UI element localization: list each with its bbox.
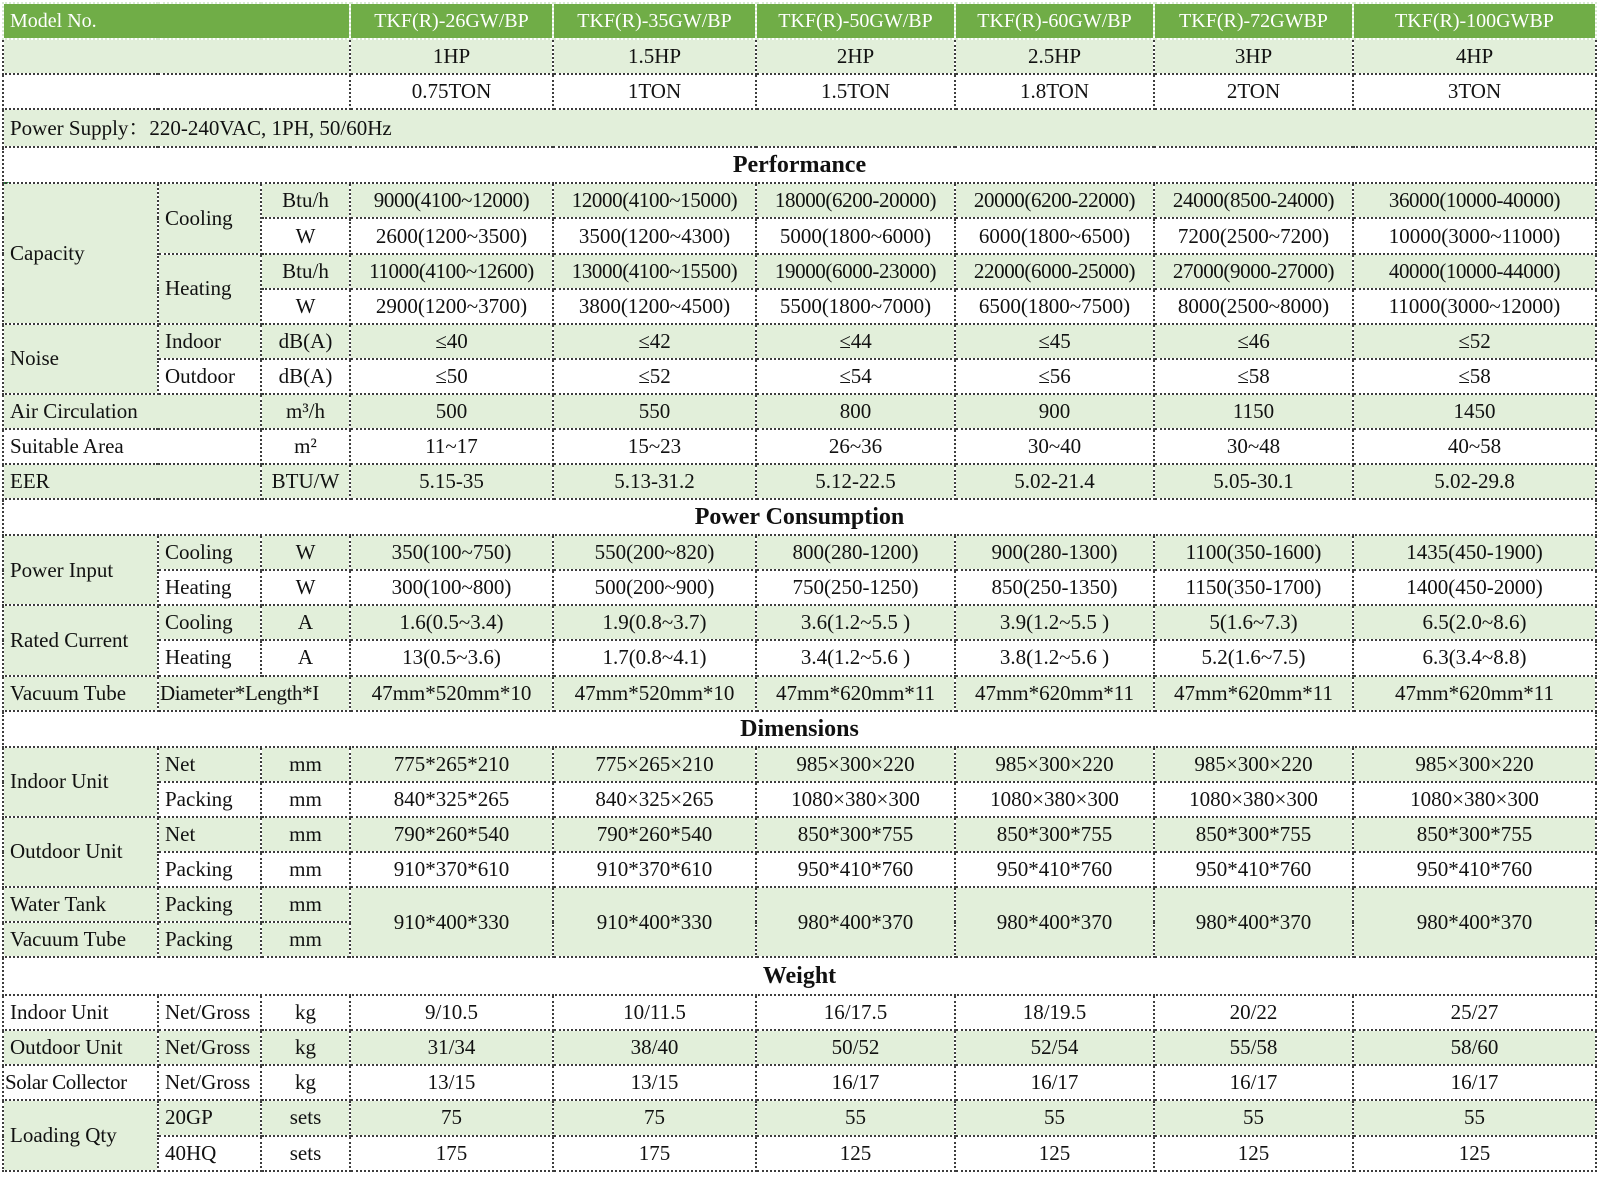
- value-cell: 910*400*330: [350, 887, 553, 957]
- value-cell: 24000(8500-24000): [1154, 183, 1353, 218]
- vacuum-tube-label: Vacuum Tube: [3, 676, 158, 711]
- outdoor-label: Outdoor: [158, 359, 261, 394]
- unit-cell: kg: [261, 1065, 350, 1100]
- value-cell: 12000(4100~15000): [553, 183, 756, 218]
- loading-qty-label: Loading Qty: [3, 1100, 158, 1171]
- ton-value: 3TON: [1353, 74, 1596, 109]
- value-cell: ≤56: [955, 359, 1154, 394]
- section-title: Performance: [3, 147, 1596, 183]
- value-cell: ≤44: [756, 324, 955, 359]
- eer-row: [3, 464, 1596, 499]
- value-cell: 1.6(0.5~3.4): [350, 605, 553, 640]
- value-cell: 775*265*210: [350, 747, 553, 782]
- unit-cell: mm: [261, 922, 350, 957]
- value-cell: 1080×380×300: [1353, 782, 1596, 817]
- value-cell: 500(200~900): [553, 570, 756, 605]
- cooling-label: Cooling: [158, 605, 261, 640]
- value-cell: 18/19.5: [955, 995, 1154, 1030]
- value-cell: 5.05-30.1: [1154, 464, 1353, 499]
- section-dimensions: [3, 711, 1596, 747]
- value-cell: 910*370*610: [350, 852, 553, 887]
- value-cell: 8000(2500~8000): [1154, 289, 1353, 324]
- value-cell: 900: [955, 394, 1154, 429]
- value-cell: 500: [350, 394, 553, 429]
- value-cell: 25/27: [1353, 995, 1596, 1030]
- value-cell: 47mm*620mm*11: [1154, 676, 1353, 711]
- value-cell: 30~48: [1154, 429, 1353, 464]
- model-name: TKF(R)-100GWBP: [1353, 3, 1596, 39]
- value-cell: 850(250-1350): [955, 570, 1154, 605]
- indoor-unit-label: Indoor Unit: [3, 747, 158, 817]
- value-cell: 6500(1800~7500): [955, 289, 1154, 324]
- unit-cell: mm: [261, 887, 350, 922]
- value-cell: 38/40: [553, 1030, 756, 1065]
- value-cell: ≤58: [1353, 359, 1596, 394]
- value-cell: 16/17: [756, 1065, 955, 1100]
- value-cell: 985×300×220: [756, 747, 955, 782]
- value-cell: 11~17: [350, 429, 553, 464]
- value-cell: 27000(9000-27000): [1154, 254, 1353, 289]
- air-circulation-label: Air Circulation: [3, 394, 261, 429]
- solar-collector-label: Solar Collector: [3, 1065, 158, 1100]
- value-cell: 950*410*760: [955, 852, 1154, 887]
- value-cell: 75: [553, 1100, 756, 1135]
- container-40hq-label: 40HQ: [158, 1136, 261, 1171]
- weight-indoor-row: [3, 995, 1596, 1030]
- value-cell: 47mm*520mm*10: [553, 676, 756, 711]
- value-cell: 300(100~800): [350, 570, 553, 605]
- value-cell: 55: [756, 1100, 955, 1135]
- value-cell: 22000(6000-25000): [955, 254, 1154, 289]
- value-cell: 18000(6200-20000): [756, 183, 955, 218]
- indoor-net-row: [3, 747, 1596, 782]
- unit-cell: W: [261, 218, 350, 253]
- value-cell: 1450: [1353, 394, 1596, 429]
- value-cell: 1.7(0.8~4.1): [553, 640, 756, 675]
- value-cell: 980*400*370: [756, 887, 955, 957]
- packing-label: Packing: [158, 782, 261, 817]
- suitable-area-label: Suitable Area: [3, 429, 261, 464]
- value-cell: 5.2(1.6~7.5): [1154, 640, 1353, 675]
- value-cell: 20/22: [1154, 995, 1353, 1030]
- unit-cell: mm: [261, 817, 350, 852]
- unit-cell: m³/h: [261, 394, 350, 429]
- ton-value: 2TON: [1154, 74, 1353, 109]
- value-cell: 125: [955, 1136, 1154, 1171]
- model-name: TKF(R)-72GWBP: [1154, 3, 1353, 39]
- air-circulation-row: [3, 394, 1596, 429]
- unit-cell: mm: [261, 782, 350, 817]
- value-cell: 125: [1154, 1136, 1353, 1171]
- value-cell: 3500(1200~4300): [553, 218, 756, 253]
- value-cell: 3.6(1.2~5.5 ): [756, 605, 955, 640]
- power-input-label: Power Input: [3, 535, 158, 605]
- value-cell: 1150(350-1700): [1154, 570, 1353, 605]
- value-cell: 55/58: [1154, 1030, 1353, 1065]
- value-cell: 20000(6200-22000): [955, 183, 1154, 218]
- value-cell: 910*400*330: [553, 887, 756, 957]
- unit-cell: A: [261, 640, 350, 675]
- value-cell: 58/60: [1353, 1030, 1596, 1065]
- unit-cell: Btu/h: [261, 254, 350, 289]
- value-cell: 5.13-31.2: [553, 464, 756, 499]
- value-cell: 950*410*760: [1154, 852, 1353, 887]
- packing-label: Packing: [158, 887, 261, 922]
- loading-20gp-row: [3, 1100, 1596, 1135]
- weight-outdoor-row: [3, 1030, 1596, 1065]
- indoor-unit-label: Indoor Unit: [3, 995, 158, 1030]
- unit-cell: W: [261, 289, 350, 324]
- value-cell: ≤46: [1154, 324, 1353, 359]
- value-cell: 13000(4100~15500): [553, 254, 756, 289]
- value-cell: 840*325*265: [350, 782, 553, 817]
- unit-cell: A: [261, 605, 350, 640]
- value-cell: 30~40: [955, 429, 1154, 464]
- heating-label: Heating: [158, 570, 261, 605]
- net-label: Net: [158, 747, 261, 782]
- value-cell: 850*300*755: [1353, 817, 1596, 852]
- value-cell: 9000(4100~12000): [350, 183, 553, 218]
- vacuum-tube-label: Vacuum Tube: [3, 922, 158, 957]
- blank-cell: [3, 39, 350, 74]
- value-cell: 7200(2500~7200): [1154, 218, 1353, 253]
- value-cell: 125: [1353, 1136, 1596, 1171]
- value-cell: 5000(1800~6000): [756, 218, 955, 253]
- unit-cell: mm: [261, 852, 350, 887]
- value-cell: 11000(4100~12600): [350, 254, 553, 289]
- value-cell: 16/17.5: [756, 995, 955, 1030]
- ton-value: 1.8TON: [955, 74, 1154, 109]
- value-cell: 26~36: [756, 429, 955, 464]
- value-cell: 40~58: [1353, 429, 1596, 464]
- packing-label: Packing: [158, 852, 261, 887]
- loading-40hq-row: [3, 1136, 1596, 1171]
- value-cell: 5500(1800~7000): [756, 289, 955, 324]
- outdoor-packing-row: [3, 852, 1596, 887]
- value-cell: 5.02-21.4: [955, 464, 1154, 499]
- value-cell: 800: [756, 394, 955, 429]
- noise-outdoor-row: [3, 359, 1596, 394]
- hp-value: 4HP: [1353, 39, 1596, 74]
- cooling-label: Cooling: [158, 183, 261, 253]
- outdoor-unit-label: Outdoor Unit: [3, 817, 158, 887]
- value-cell: 3.4(1.2~5.6 ): [756, 640, 955, 675]
- value-cell: 775×265×210: [553, 747, 756, 782]
- net-gross-label: Net/Gross: [158, 1030, 261, 1065]
- model-label: Model No.: [3, 3, 350, 39]
- value-cell: 52/54: [955, 1030, 1154, 1065]
- value-cell: 950*410*760: [1353, 852, 1596, 887]
- value-cell: 800(280-1200): [756, 535, 955, 570]
- value-cell: 3.9(1.2~5.5 ): [955, 605, 1154, 640]
- rated-current-label: Rated Current: [3, 605, 158, 675]
- model-name: TKF(R)-50GW/BP: [756, 3, 955, 39]
- blank-cell: [3, 74, 350, 109]
- value-cell: 5.02-29.8: [1353, 464, 1596, 499]
- outdoor-unit-label: Outdoor Unit: [3, 1030, 158, 1065]
- value-cell: 55: [1154, 1100, 1353, 1135]
- value-cell: 47mm*520mm*10: [350, 676, 553, 711]
- value-cell: ≤54: [756, 359, 955, 394]
- value-cell: 55: [1353, 1100, 1596, 1135]
- value-cell: 15~23: [553, 429, 756, 464]
- section-title: Dimensions: [3, 711, 1596, 747]
- value-cell: 3.8(1.2~5.6 ): [955, 640, 1154, 675]
- value-cell: 2600(1200~3500): [350, 218, 553, 253]
- value-cell: 11000(3000~12000): [1353, 289, 1596, 324]
- unit-cell: W: [261, 570, 350, 605]
- value-cell: 6000(1800~6500): [955, 218, 1154, 253]
- value-cell: 55: [955, 1100, 1154, 1135]
- value-cell: 16/17: [1353, 1065, 1596, 1100]
- cooling-btu-row: [3, 183, 1596, 218]
- value-cell: 900(280-1300): [955, 535, 1154, 570]
- rated-current-heating-row: [3, 640, 1596, 675]
- model-row: [3, 3, 1596, 39]
- value-cell: 1150: [1154, 394, 1353, 429]
- value-cell: 1100(350-1600): [1154, 535, 1353, 570]
- unit-cell: dB(A): [261, 324, 350, 359]
- value-cell: 47mm*620mm*11: [955, 676, 1154, 711]
- spec-table: [2, 2, 1597, 1172]
- water-tank-row: [3, 887, 1596, 922]
- heating-label: Heating: [158, 640, 261, 675]
- value-cell: 980*400*370: [1154, 887, 1353, 957]
- ton-row: [3, 74, 1596, 109]
- value-cell: 6.5(2.0~8.6): [1353, 605, 1596, 640]
- net-label: Net: [158, 817, 261, 852]
- unit-cell: sets: [261, 1100, 350, 1135]
- power-input-heating-row: [3, 570, 1596, 605]
- value-cell: 985×300×220: [1353, 747, 1596, 782]
- ton-value: 1.5TON: [756, 74, 955, 109]
- noise-label: Noise: [3, 324, 158, 394]
- section-title: Power Consumption: [3, 499, 1596, 535]
- value-cell: 47mm*620mm*11: [756, 676, 955, 711]
- value-cell: 980*400*370: [1353, 887, 1596, 957]
- vacuum-tube-row: [3, 676, 1596, 711]
- value-cell: 840×325×265: [553, 782, 756, 817]
- unit-cell: mm: [261, 747, 350, 782]
- hp-value: 2HP: [756, 39, 955, 74]
- value-cell: ≤42: [553, 324, 756, 359]
- value-cell: 13/15: [350, 1065, 553, 1100]
- value-cell: 75: [350, 1100, 553, 1135]
- unit-cell: Diameter*Length*I: [158, 676, 350, 711]
- ton-value: 1TON: [553, 74, 756, 109]
- value-cell: 50/52: [756, 1030, 955, 1065]
- heating-label: Heating: [158, 254, 261, 324]
- value-cell: 1435(450-1900): [1353, 535, 1596, 570]
- value-cell: 175: [553, 1136, 756, 1171]
- value-cell: ≤40: [350, 324, 553, 359]
- value-cell: 19000(6000-23000): [756, 254, 955, 289]
- value-cell: 790*260*540: [350, 817, 553, 852]
- container-20gp-label: 20GP: [158, 1100, 261, 1135]
- ton-value: 0.75TON: [350, 74, 553, 109]
- unit-cell: Btu/h: [261, 183, 350, 218]
- value-cell: 5.15-35: [350, 464, 553, 499]
- value-cell: 6.3(3.4~8.8): [1353, 640, 1596, 675]
- value-cell: 10000(3000~11000): [1353, 218, 1596, 253]
- value-cell: 36000(10000-40000): [1353, 183, 1596, 218]
- value-cell: 1080×380×300: [1154, 782, 1353, 817]
- value-cell: 550(200~820): [553, 535, 756, 570]
- value-cell: 40000(10000-44000): [1353, 254, 1596, 289]
- value-cell: 985×300×220: [1154, 747, 1353, 782]
- rated-current-cooling-row: [3, 605, 1596, 640]
- value-cell: 985×300×220: [955, 747, 1154, 782]
- value-cell: 175: [350, 1136, 553, 1171]
- value-cell: 16/17: [1154, 1065, 1353, 1100]
- value-cell: 3800(1200~4500): [553, 289, 756, 324]
- value-cell: 980*400*370: [955, 887, 1154, 957]
- unit-cell: sets: [261, 1136, 350, 1171]
- hp-value: 1.5HP: [553, 39, 756, 74]
- hp-value: 2.5HP: [955, 39, 1154, 74]
- weight-solar-row: [3, 1065, 1596, 1100]
- net-gross-label: Net/Gross: [158, 995, 261, 1030]
- value-cell: 47mm*620mm*11: [1353, 676, 1596, 711]
- value-cell: 850*300*755: [955, 817, 1154, 852]
- section-title: Weight: [3, 957, 1596, 995]
- packing-label: Packing: [158, 922, 261, 957]
- unit-cell: kg: [261, 1030, 350, 1065]
- water-tank-label: Water Tank: [3, 887, 158, 922]
- outdoor-net-row: [3, 817, 1596, 852]
- value-cell: 9/10.5: [350, 995, 553, 1030]
- hp-value: 3HP: [1154, 39, 1353, 74]
- value-cell: 850*300*755: [1154, 817, 1353, 852]
- value-cell: 13/15: [553, 1065, 756, 1100]
- value-cell: 850*300*755: [756, 817, 955, 852]
- value-cell: 13(0.5~3.6): [350, 640, 553, 675]
- value-cell: 950*410*760: [756, 852, 955, 887]
- value-cell: 31/34: [350, 1030, 553, 1065]
- value-cell: ≤45: [955, 324, 1154, 359]
- value-cell: 10/11.5: [553, 995, 756, 1030]
- hp-value: 1HP: [350, 39, 553, 74]
- value-cell: 350(100~750): [350, 535, 553, 570]
- power-supply-row: [3, 109, 1596, 147]
- value-cell: ≤52: [1353, 324, 1596, 359]
- section-performance: [3, 147, 1596, 183]
- model-name: TKF(R)-60GW/BP: [955, 3, 1154, 39]
- value-cell: 5.12-22.5: [756, 464, 955, 499]
- capacity-label: Capacity: [3, 183, 158, 323]
- net-gross-label: Net/Gross: [158, 1065, 261, 1100]
- value-cell: 1.9(0.8~3.7): [553, 605, 756, 640]
- power-input-cooling-row: [3, 535, 1596, 570]
- value-cell: 5(1.6~7.3): [1154, 605, 1353, 640]
- value-cell: 910*370*610: [553, 852, 756, 887]
- suitable-area-row: [3, 429, 1596, 464]
- value-cell: 550: [553, 394, 756, 429]
- hp-row: [3, 39, 1596, 74]
- section-power-consumption: [3, 499, 1596, 535]
- model-name: TKF(R)-26GW/BP: [350, 3, 553, 39]
- noise-indoor-row: [3, 324, 1596, 359]
- model-name: TKF(R)-35GW/BP: [553, 3, 756, 39]
- value-cell: 1400(450-2000): [1353, 570, 1596, 605]
- heating-btu-row: [3, 254, 1596, 289]
- value-cell: 1080×380×300: [756, 782, 955, 817]
- unit-cell: dB(A): [261, 359, 350, 394]
- value-cell: 790*260*540: [553, 817, 756, 852]
- value-cell: ≤52: [553, 359, 756, 394]
- value-cell: 1080×380×300: [955, 782, 1154, 817]
- unit-cell: W: [261, 535, 350, 570]
- eer-label: EER: [3, 464, 261, 499]
- value-cell: 16/17: [955, 1065, 1154, 1100]
- cooling-label: Cooling: [158, 535, 261, 570]
- value-cell: ≤50: [350, 359, 553, 394]
- indoor-packing-row: [3, 782, 1596, 817]
- section-weight: [3, 957, 1596, 995]
- value-cell: 2900(1200~3700): [350, 289, 553, 324]
- unit-cell: m²: [261, 429, 350, 464]
- value-cell: 750(250-1250): [756, 570, 955, 605]
- value-cell: ≤58: [1154, 359, 1353, 394]
- indoor-label: Indoor: [158, 324, 261, 359]
- unit-cell: kg: [261, 995, 350, 1030]
- power-supply: Power Supply：220-240VAC, 1PH, 50/60Hz: [3, 109, 1596, 147]
- value-cell: 125: [756, 1136, 955, 1171]
- unit-cell: BTU/W: [261, 464, 350, 499]
